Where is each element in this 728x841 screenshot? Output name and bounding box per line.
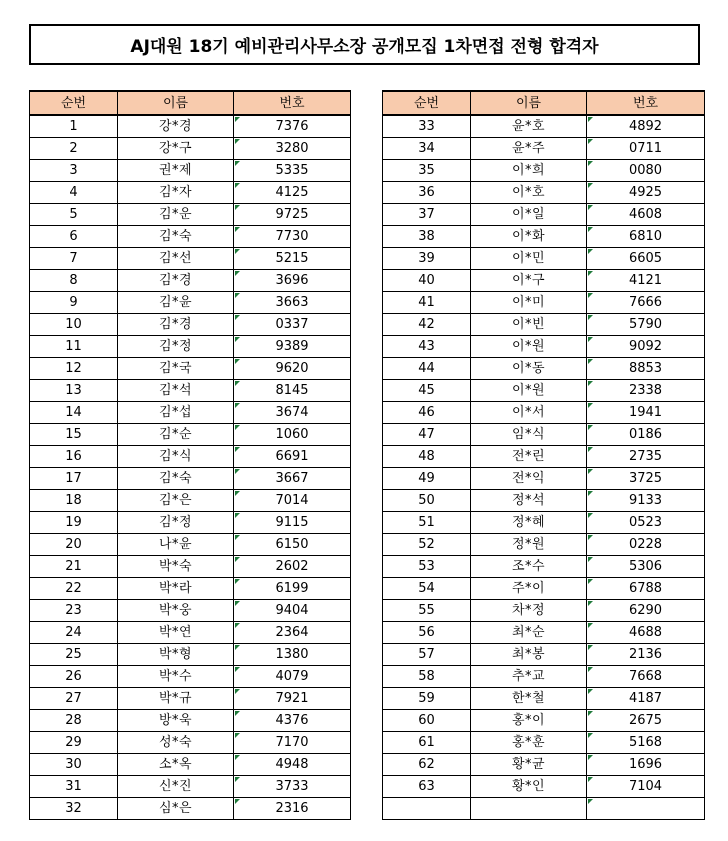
number-cell: 4608 xyxy=(587,204,705,226)
table-row xyxy=(30,446,351,468)
name-cell: 이*구 xyxy=(471,270,587,292)
roster-table-right xyxy=(382,90,705,820)
number-cell: 7104 xyxy=(587,776,705,798)
table-row xyxy=(383,710,705,732)
roster-table-left xyxy=(29,90,351,820)
number-cell: 7668 xyxy=(587,666,705,688)
number-cell: 8853 xyxy=(587,358,705,380)
name-cell: 조*수 xyxy=(471,556,587,578)
name-cell: 전*린 xyxy=(471,446,587,468)
number-cell: 9133 xyxy=(587,490,705,512)
seq-cell: 51 xyxy=(383,512,471,534)
number-cell xyxy=(587,798,705,820)
seq-cell: 35 xyxy=(383,160,471,182)
table-row xyxy=(383,578,705,600)
seq-cell: 2 xyxy=(30,138,118,160)
table-row xyxy=(30,512,351,534)
number-cell: 2602 xyxy=(234,556,351,578)
number-cell: 4688 xyxy=(587,622,705,644)
number-cell: 5335 xyxy=(234,160,351,182)
seq-cell: 7 xyxy=(30,248,118,270)
table-row xyxy=(383,622,705,644)
number-cell: 7014 xyxy=(234,490,351,512)
table-row xyxy=(30,798,351,820)
table-row xyxy=(383,380,705,402)
number-cell: 0186 xyxy=(587,424,705,446)
name-cell: 이*미 xyxy=(471,292,587,314)
number-cell: 3663 xyxy=(234,292,351,314)
name-cell: 강*구 xyxy=(118,138,234,160)
seq-cell: 11 xyxy=(30,336,118,358)
number-cell: 4121 xyxy=(587,270,705,292)
name-cell: 박*연 xyxy=(118,622,234,644)
number-cell: 4187 xyxy=(587,688,705,710)
number-cell: 1060 xyxy=(234,424,351,446)
table-row xyxy=(30,556,351,578)
table-row xyxy=(383,160,705,182)
number-cell: 1941 xyxy=(587,402,705,424)
seq-cell: 36 xyxy=(383,182,471,204)
table-row xyxy=(30,600,351,622)
name-cell: 김*정 xyxy=(118,512,234,534)
name-cell: 정*석 xyxy=(471,490,587,512)
name-cell: 소*옥 xyxy=(118,754,234,776)
name-cell: 홍*훈 xyxy=(471,732,587,754)
number-cell: 1696 xyxy=(587,754,705,776)
table-row xyxy=(30,314,351,336)
seq-cell xyxy=(383,798,471,820)
seq-cell: 33 xyxy=(383,115,471,138)
table-row xyxy=(30,578,351,600)
name-cell: 홍*이 xyxy=(471,710,587,732)
number-cell: 5168 xyxy=(587,732,705,754)
name-cell: 윤*주 xyxy=(471,138,587,160)
table-row xyxy=(30,115,351,138)
seq-cell: 62 xyxy=(383,754,471,776)
name-cell: 추*교 xyxy=(471,666,587,688)
table-row xyxy=(383,402,705,424)
table-row xyxy=(30,534,351,556)
table-row xyxy=(383,115,705,138)
seq-cell: 40 xyxy=(383,270,471,292)
name-cell: 이*일 xyxy=(471,204,587,226)
number-cell: 0080 xyxy=(587,160,705,182)
seq-cell: 19 xyxy=(30,512,118,534)
name-cell: 이*원 xyxy=(471,380,587,402)
table-row xyxy=(383,292,705,314)
name-cell: 김*숙 xyxy=(118,226,234,248)
name-cell: 김*선 xyxy=(118,248,234,270)
number-cell: 3674 xyxy=(234,402,351,424)
name-cell: 전*익 xyxy=(471,468,587,490)
table-row xyxy=(30,358,351,380)
number-cell: 0228 xyxy=(587,534,705,556)
table-row xyxy=(383,336,705,358)
column-header-seq: 순번 xyxy=(383,91,471,115)
number-cell: 7376 xyxy=(234,115,351,138)
table-row xyxy=(383,182,705,204)
title-box xyxy=(29,24,700,65)
seq-cell: 29 xyxy=(30,732,118,754)
table-row xyxy=(30,710,351,732)
table-row xyxy=(30,292,351,314)
seq-cell: 10 xyxy=(30,314,118,336)
table-row xyxy=(30,468,351,490)
number-cell: 6605 xyxy=(587,248,705,270)
table-row xyxy=(383,556,705,578)
number-cell: 4125 xyxy=(234,182,351,204)
table-row xyxy=(383,204,705,226)
number-cell: 9092 xyxy=(587,336,705,358)
number-cell: 7921 xyxy=(234,688,351,710)
seq-cell: 42 xyxy=(383,314,471,336)
seq-cell: 18 xyxy=(30,490,118,512)
name-cell: 신*진 xyxy=(118,776,234,798)
number-cell: 6810 xyxy=(587,226,705,248)
seq-cell: 47 xyxy=(383,424,471,446)
number-cell: 9725 xyxy=(234,204,351,226)
table-row xyxy=(383,644,705,666)
seq-cell: 9 xyxy=(30,292,118,314)
number-cell: 2136 xyxy=(587,644,705,666)
seq-cell: 60 xyxy=(383,710,471,732)
name-cell: 박*웅 xyxy=(118,600,234,622)
name-cell: 이*원 xyxy=(471,336,587,358)
seq-cell: 25 xyxy=(30,644,118,666)
seq-cell: 53 xyxy=(383,556,471,578)
name-cell: 이*화 xyxy=(471,226,587,248)
table-row xyxy=(383,798,705,820)
seq-cell: 58 xyxy=(383,666,471,688)
name-cell: 박*형 xyxy=(118,644,234,666)
number-cell: 9404 xyxy=(234,600,351,622)
name-cell: 이*빈 xyxy=(471,314,587,336)
number-cell: 2675 xyxy=(587,710,705,732)
seq-cell: 50 xyxy=(383,490,471,512)
column-header-name: 이름 xyxy=(471,91,587,115)
table-row xyxy=(30,270,351,292)
name-cell: 차*정 xyxy=(471,600,587,622)
table-row xyxy=(30,754,351,776)
name-cell: 김*식 xyxy=(118,446,234,468)
number-cell: 5215 xyxy=(234,248,351,270)
seq-cell: 4 xyxy=(30,182,118,204)
seq-cell: 15 xyxy=(30,424,118,446)
name-cell: 김*윤 xyxy=(118,292,234,314)
table-row xyxy=(383,688,705,710)
column-header-number: 번호 xyxy=(234,91,351,115)
seq-cell: 17 xyxy=(30,468,118,490)
table-row xyxy=(383,732,705,754)
name-cell: 주*이 xyxy=(471,578,587,600)
seq-cell: 52 xyxy=(383,534,471,556)
number-cell: 6290 xyxy=(587,600,705,622)
number-cell: 4925 xyxy=(587,182,705,204)
table-row xyxy=(30,776,351,798)
seq-cell: 49 xyxy=(383,468,471,490)
seq-cell: 34 xyxy=(383,138,471,160)
seq-cell: 45 xyxy=(383,380,471,402)
name-cell: 박*규 xyxy=(118,688,234,710)
name-cell: 최*순 xyxy=(471,622,587,644)
seq-cell: 21 xyxy=(30,556,118,578)
name-cell: 심*은 xyxy=(118,798,234,820)
name-cell: 한*철 xyxy=(471,688,587,710)
seq-cell: 22 xyxy=(30,578,118,600)
seq-cell: 3 xyxy=(30,160,118,182)
name-cell: 김*운 xyxy=(118,204,234,226)
table-row xyxy=(30,182,351,204)
number-cell: 0711 xyxy=(587,138,705,160)
table-row xyxy=(383,248,705,270)
name-cell: 황*균 xyxy=(471,754,587,776)
table-row xyxy=(30,380,351,402)
table-row xyxy=(383,226,705,248)
name-cell: 김*정 xyxy=(118,336,234,358)
seq-cell: 30 xyxy=(30,754,118,776)
name-cell: 권*제 xyxy=(118,160,234,182)
table-row xyxy=(30,490,351,512)
table-row xyxy=(30,248,351,270)
seq-cell: 5 xyxy=(30,204,118,226)
number-cell: 6788 xyxy=(587,578,705,600)
table-row xyxy=(383,512,705,534)
number-cell: 8145 xyxy=(234,380,351,402)
number-cell: 0337 xyxy=(234,314,351,336)
number-cell: 3667 xyxy=(234,468,351,490)
seq-cell: 44 xyxy=(383,358,471,380)
seq-cell: 16 xyxy=(30,446,118,468)
name-cell: 강*경 xyxy=(118,115,234,138)
table-row xyxy=(383,314,705,336)
seq-cell: 13 xyxy=(30,380,118,402)
number-cell: 6150 xyxy=(234,534,351,556)
number-cell: 0523 xyxy=(587,512,705,534)
table-row xyxy=(30,688,351,710)
name-cell: 방*욱 xyxy=(118,710,234,732)
table-row xyxy=(30,160,351,182)
seq-cell: 8 xyxy=(30,270,118,292)
number-cell: 9115 xyxy=(234,512,351,534)
name-cell: 김*경 xyxy=(118,314,234,336)
number-cell: 3280 xyxy=(234,138,351,160)
number-cell: 3733 xyxy=(234,776,351,798)
table-row xyxy=(383,358,705,380)
number-cell: 6199 xyxy=(234,578,351,600)
number-cell: 3725 xyxy=(587,468,705,490)
number-cell: 5790 xyxy=(587,314,705,336)
number-cell: 2735 xyxy=(587,446,705,468)
table-row xyxy=(383,534,705,556)
number-cell: 4948 xyxy=(234,754,351,776)
name-cell: 김*섭 xyxy=(118,402,234,424)
number-cell: 3696 xyxy=(234,270,351,292)
name-cell: 김*숙 xyxy=(118,468,234,490)
seq-cell: 39 xyxy=(383,248,471,270)
name-cell: 박*수 xyxy=(118,666,234,688)
seq-cell: 27 xyxy=(30,688,118,710)
seq-cell: 48 xyxy=(383,446,471,468)
table-row xyxy=(30,402,351,424)
table-row xyxy=(383,600,705,622)
seq-cell: 20 xyxy=(30,534,118,556)
name-cell: 성*숙 xyxy=(118,732,234,754)
seq-cell: 14 xyxy=(30,402,118,424)
number-cell: 2316 xyxy=(234,798,351,820)
number-cell: 9620 xyxy=(234,358,351,380)
name-cell: 윤*호 xyxy=(471,115,587,138)
table-header-row xyxy=(383,91,705,115)
number-cell: 7170 xyxy=(234,732,351,754)
table-row xyxy=(383,666,705,688)
table-row xyxy=(30,644,351,666)
name-cell xyxy=(471,798,587,820)
name-cell: 이*동 xyxy=(471,358,587,380)
name-cell: 임*식 xyxy=(471,424,587,446)
seq-cell: 12 xyxy=(30,358,118,380)
seq-cell: 61 xyxy=(383,732,471,754)
name-cell: 김*경 xyxy=(118,270,234,292)
table-row xyxy=(383,468,705,490)
name-cell: 김*석 xyxy=(118,380,234,402)
number-cell: 1380 xyxy=(234,644,351,666)
table-row xyxy=(383,138,705,160)
seq-cell: 57 xyxy=(383,644,471,666)
seq-cell: 54 xyxy=(383,578,471,600)
seq-cell: 23 xyxy=(30,600,118,622)
roster-left-body xyxy=(30,115,351,820)
table-row xyxy=(383,446,705,468)
seq-cell: 59 xyxy=(383,688,471,710)
number-cell: 5306 xyxy=(587,556,705,578)
name-cell: 정*혜 xyxy=(471,512,587,534)
number-cell: 7730 xyxy=(234,226,351,248)
table-row xyxy=(30,226,351,248)
table-row xyxy=(30,666,351,688)
name-cell: 이*민 xyxy=(471,248,587,270)
seq-cell: 31 xyxy=(30,776,118,798)
seq-cell: 1 xyxy=(30,115,118,138)
name-cell: 이*희 xyxy=(471,160,587,182)
name-cell: 박*숙 xyxy=(118,556,234,578)
seq-cell: 28 xyxy=(30,710,118,732)
seq-cell: 56 xyxy=(383,622,471,644)
table-header-row xyxy=(30,91,351,115)
table-row xyxy=(30,424,351,446)
seq-cell: 43 xyxy=(383,336,471,358)
seq-cell: 38 xyxy=(383,226,471,248)
number-cell: 7666 xyxy=(587,292,705,314)
page-title: AJ대원 18기 예비관리사무소장 공개모집 1차면접 전형 합격자 xyxy=(130,37,599,57)
roster-right-body xyxy=(383,115,705,820)
number-cell: 4892 xyxy=(587,115,705,138)
name-cell: 김*국 xyxy=(118,358,234,380)
column-header-number: 번호 xyxy=(587,91,705,115)
table-row xyxy=(30,732,351,754)
table-row xyxy=(383,754,705,776)
seq-cell: 32 xyxy=(30,798,118,820)
table-row xyxy=(383,270,705,292)
number-cell: 2338 xyxy=(587,380,705,402)
column-header-seq: 순번 xyxy=(30,91,118,115)
column-header-name: 이름 xyxy=(118,91,234,115)
seq-cell: 6 xyxy=(30,226,118,248)
name-cell: 정*원 xyxy=(471,534,587,556)
name-cell: 김*순 xyxy=(118,424,234,446)
name-cell: 나*윤 xyxy=(118,534,234,556)
number-cell: 4079 xyxy=(234,666,351,688)
seq-cell: 37 xyxy=(383,204,471,226)
seq-cell: 46 xyxy=(383,402,471,424)
table-row xyxy=(383,776,705,798)
seq-cell: 24 xyxy=(30,622,118,644)
number-cell: 4376 xyxy=(234,710,351,732)
name-cell: 최*봉 xyxy=(471,644,587,666)
name-cell: 김*자 xyxy=(118,182,234,204)
table-row xyxy=(30,336,351,358)
table-row xyxy=(30,138,351,160)
name-cell: 이*호 xyxy=(471,182,587,204)
table-row xyxy=(30,622,351,644)
name-cell: 김*은 xyxy=(118,490,234,512)
number-cell: 2364 xyxy=(234,622,351,644)
seq-cell: 63 xyxy=(383,776,471,798)
name-cell: 황*인 xyxy=(471,776,587,798)
number-cell: 9389 xyxy=(234,336,351,358)
name-cell: 박*라 xyxy=(118,578,234,600)
seq-cell: 55 xyxy=(383,600,471,622)
seq-cell: 26 xyxy=(30,666,118,688)
table-row xyxy=(383,424,705,446)
name-cell: 이*서 xyxy=(471,402,587,424)
seq-cell: 41 xyxy=(383,292,471,314)
number-cell: 6691 xyxy=(234,446,351,468)
table-row xyxy=(30,204,351,226)
table-row xyxy=(383,490,705,512)
